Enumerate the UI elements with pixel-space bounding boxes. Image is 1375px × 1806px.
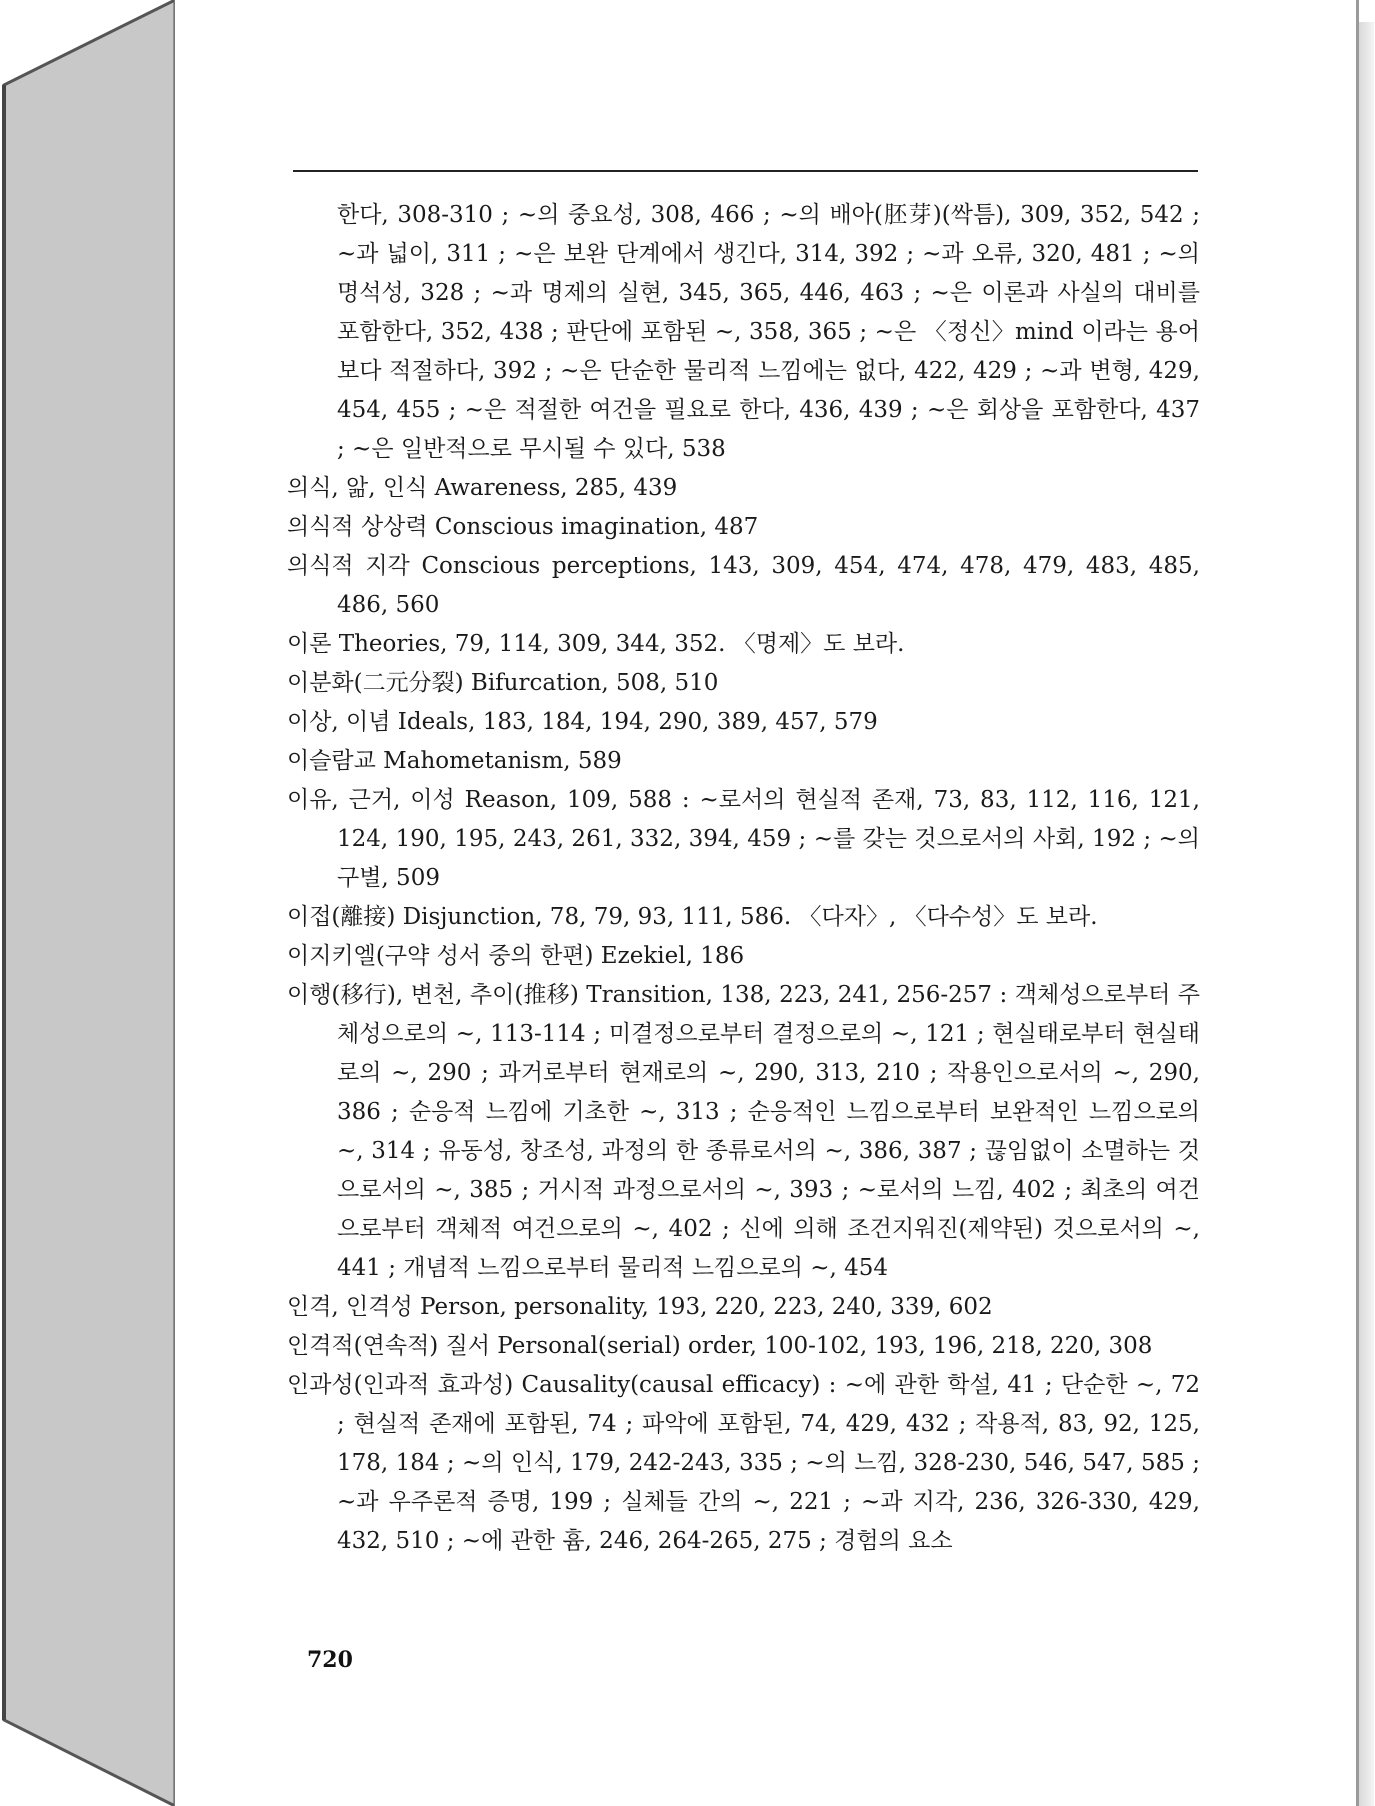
index-entry: 인과성(인과적 효과성) Causality(causal efficacy) : ~에 관한 학설, 41 ; 단순한 ~, 72 ; 현실적 존재에 포함된, 74 ; 파악에 포함된, 74, 429, 432 ; 작용적, 83, 92, 125, 178, 184 ; ~의 인식, 179, 242-243, 335 ; ~의 느낌, 328-230, 546, 547, 585 ; ~과 우주론적 증명, 199 ; 실체들 간의 ~, 221 ; ~과 지각, 236, 326-330, 429, 432, 510 ; ~에 관한 흄, 246, 264-265, 275 ; 경험의 요소	[287, 1372, 1200, 1554]
header-rule	[293, 170, 1198, 172]
index-entry: 의식, 앎, 인식 Awareness, 285, 439	[287, 475, 678, 501]
index-entry: 이상, 이념 Ideals, 183, 184, 194, 290, 389, 457, 579	[287, 709, 878, 735]
index-entry: 이행(移行), 변천, 추이(推移) Transition, 138, 223, 241, 256-257 : 객체성으로부터 주체성으로의 ~, 113-114 ; 미결정으로부터 결정으로의 ~, 121 ; 현실태로부터 현실태로의 ~, 290 ; 과거로부터 현재로의 ~, 290, 313, 210 ; 작용인으로서의 ~, 290, 386 ; 순응적 느낌에 기초한 ~, 313 ; 순응적인 느낌으로부터 보완적인 느낌으로의 ~, 314 ; 유동성, 창조성, 과정의 한 종류로서의 ~, 386, 387 ; 끊임없이 소멸하는 것으로서의 ~, 385 ; 거시적 과정으로서의 ~, 393 ; ~로서의 느낌, 402 ; 최초의 여건으로부터 객체적 여건으로의 ~, 402 ; 신에 의해 조건지워진(제약된) 것으로서의 ~, 441 ; 개념적 느낌으로부터 물리적 느낌으로의 ~, 454	[287, 982, 1200, 1281]
index-entry: 이론 Theories, 79, 114, 309, 344, 352. 〈명제〉도 보라.	[287, 631, 905, 657]
index-entry: 이분화(二元分裂) Bifurcation, 508, 510	[287, 670, 719, 696]
index-entry: 이유, 근거, 이성 Reason, 109, 588 : ~로서의 현실적 존재, 73, 83, 112, 116, 121, 124, 190, 195, 243, 261, 332, 394, 459 ; ~를 갖는 것으로서의 사회, 192 ; ~의 구별, 509	[287, 787, 1200, 891]
index-entry: 이지키엘(구약 성서 중의 한편) Ezekiel, 186	[287, 943, 745, 969]
index-entry: 이슬람교 Mahometanism, 589	[287, 748, 622, 774]
index-entry: 의식적 상상력 Conscious imagination, 487	[287, 514, 759, 540]
index-entry: 인격적(연속적) 질서 Personal(serial) order, 100-102, 193, 196, 218, 220, 308	[287, 1333, 1153, 1359]
page-number: 720	[307, 1647, 353, 1673]
index-entry: 의식적 지각 Conscious perceptions, 143, 309, 454, 474, 478, 479, 483, 485, 486, 560	[287, 553, 1200, 618]
index-entry-continued: 한다, 308-310 ; ~의 중요성, 308, 466 ; ~의 배아(胚芽)(싹틈), 309, 352, 542 ; ~과 넓이, 311 ; ~은 보완 단계에서 생긴다, 314, 392 ; ~과 오류, 320, 481 ; ~의 명석성, 328 ; ~과 명제의 실현, 345, 365, 446, 463 ; ~은 이론과 사실의 대비를 포함한다, 352, 438 ; 판단에 포함된 ~, 358, 365 ; ~은 〈정신〉mind 이라는 용어보다 적절하다, 392 ; ~은 단순한 물리적 느낌에는 없다, 422, 429 ; ~과 변형, 429, 454, 455 ; ~은 적절한 여건을 필요로 한다, 436, 439 ; ~은 회상을 포함한다, 437 ; ~은 일반적으로 무시될 수 있다, 538	[337, 202, 1200, 462]
index-entry: 인격, 인격성 Person, personality, 193, 220, 223, 240, 339, 602	[287, 1294, 993, 1320]
index-list	[287, 196, 1200, 1561]
index-entry: 이접(離接) Disjunction, 78, 79, 93, 111, 586. 〈다자〉, 〈다수성〉도 보라.	[287, 904, 1098, 930]
